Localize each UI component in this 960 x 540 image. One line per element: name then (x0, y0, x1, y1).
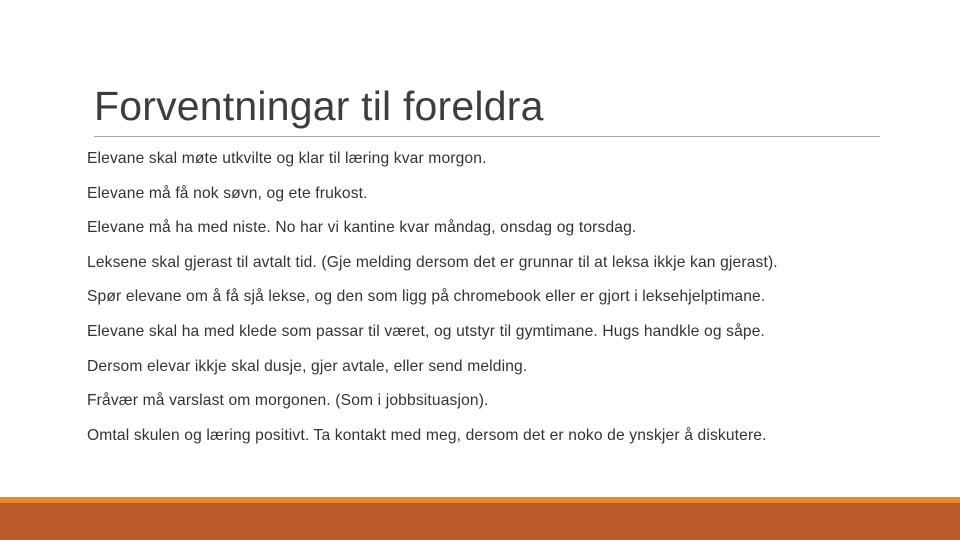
bullet-item: Omtal skulen og læring positivt. Ta kontakt med meg, dersom det er noko de ynskjer å diskutere. (87, 426, 767, 444)
bullet-item: Dersom elevar ikkje skal dusje, gjer avtale, eller send melding. (87, 357, 528, 375)
bullet-item: Leksene skal gjerast til avtalt tid. (Gje melding dersom det er grunnar til at leksa ikkje kan gjerast). (87, 253, 778, 271)
bullet-list (87, 146, 778, 457)
bullet-item: Spør elevane om å få sjå lekse, og den som ligg på chromebook eller er gjort i leksehjelptimane. (87, 288, 766, 306)
bullet-item: Elevane må ha med niste. No har vi kantine kvar måndag, onsdag og torsdag. (87, 219, 637, 237)
bullet-item: Elevane skal møte utkvilte og klar til læring kvar morgon. (87, 150, 487, 167)
title-divider (94, 136, 880, 137)
bullet-item: Elevane skal ha med klede som passar til været, og utstyr til gymtimane. Hugs handkle og såpe. (87, 322, 766, 340)
slide-title: Forventningar til foreldra (94, 83, 544, 129)
footer-band (0, 503, 960, 540)
bullet-item: Elevane må få nok søvn, og ete frukost. (87, 184, 368, 202)
bullet-item: Fråvær må varslast om morgonen. (Som i jobbsituasjon). (87, 392, 489, 410)
